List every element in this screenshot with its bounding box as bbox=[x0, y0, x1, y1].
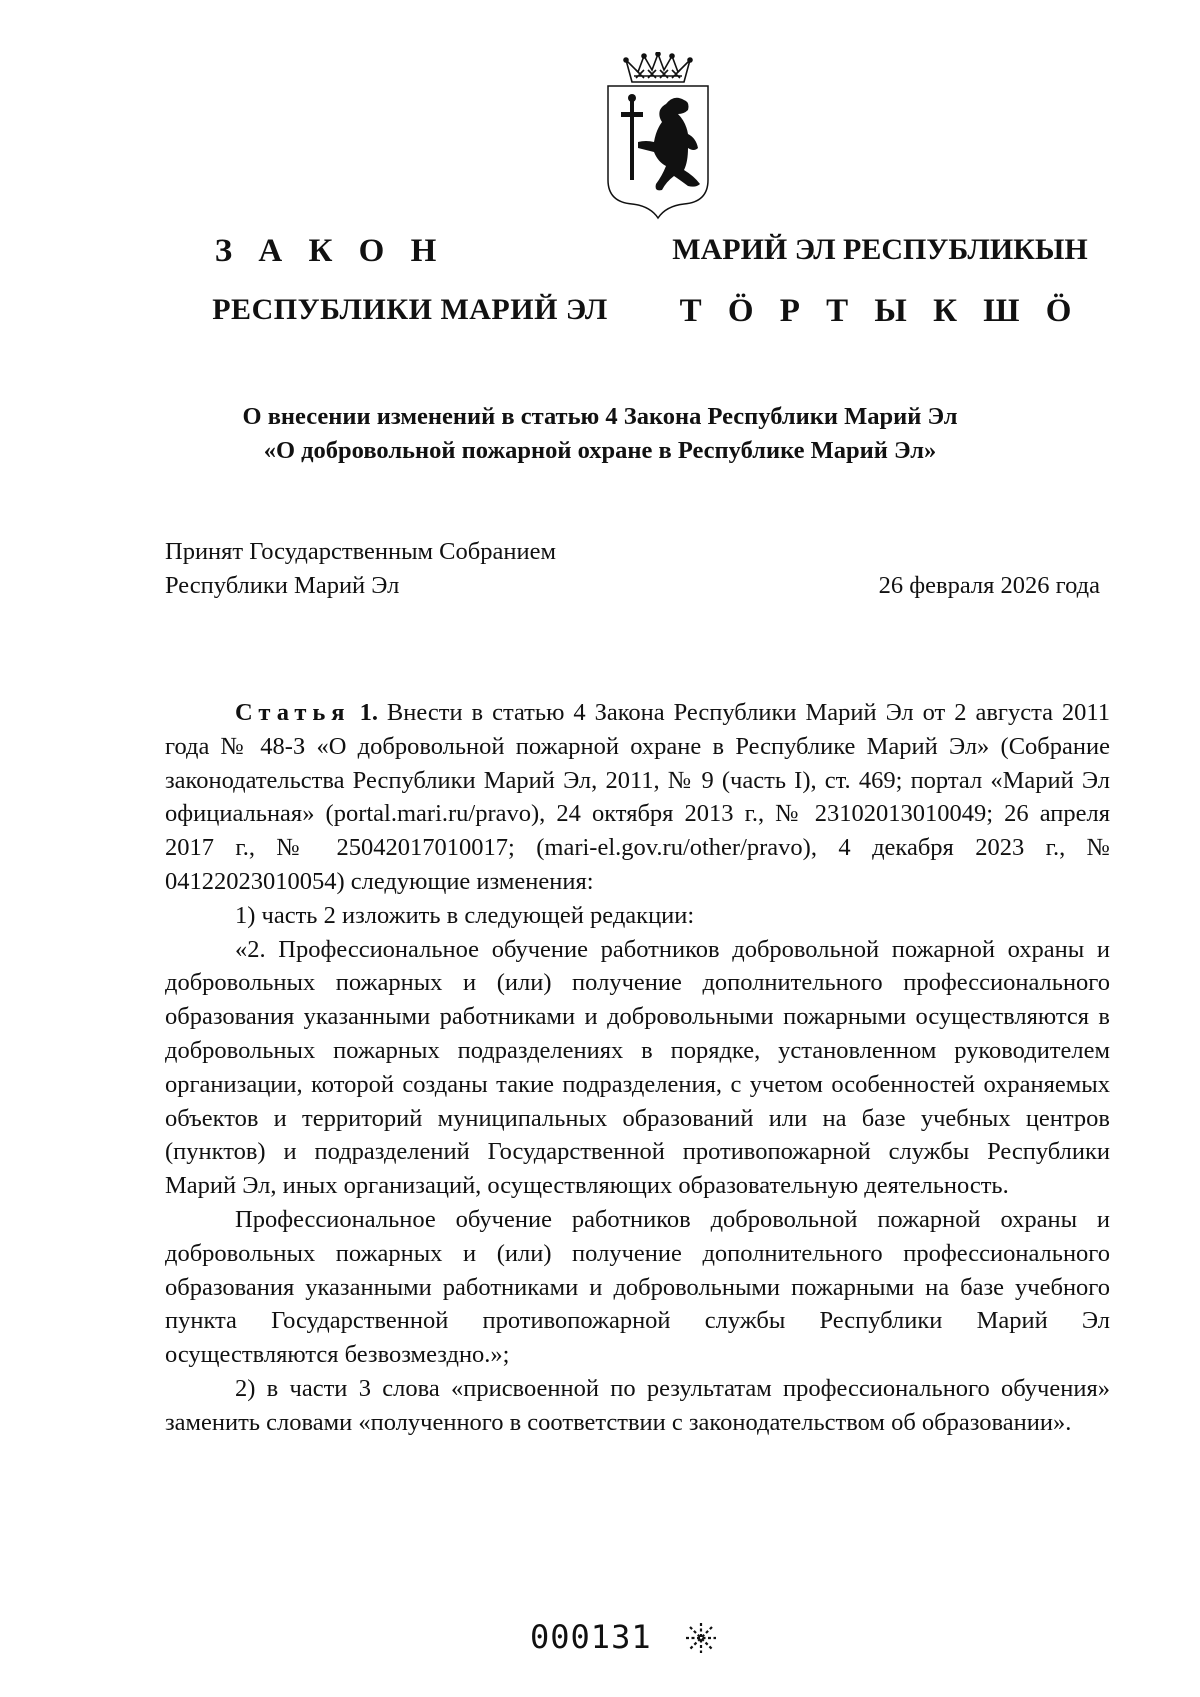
document-title bbox=[100, 400, 1100, 468]
adoption-date: 26 февраля 2026 года bbox=[878, 572, 1100, 599]
article-number: 1. bbox=[359, 699, 378, 726]
coat-of-arms-emblem bbox=[604, 52, 712, 220]
asterisk-mark-icon bbox=[683, 1620, 719, 1656]
article-item-1: 1) часть 2 изложить в следующей редакции: bbox=[235, 901, 695, 929]
title-line-2: «О добровольной пожарной охране в Республике Марий Эл» bbox=[263, 437, 937, 464]
sword-icon bbox=[621, 94, 643, 180]
crown-icon bbox=[624, 52, 692, 82]
title-line-1: О внесении изменений в статью 4 Закона Республики Марий Эл bbox=[242, 403, 958, 430]
quoted-paragraph-2: Профессиональное обучение работников добровольной пожарной охраны и добровольных пожарных и (или) получение дополнительного профессионального образования указанными работниками и добровольными пожарными на базе учебного пункта Государственной противопожарной службы Республики Марий Эл осуществляются безвозмездно.»; bbox=[165, 1205, 1110, 1369]
bear-icon bbox=[638, 98, 700, 191]
article-label: Статья bbox=[235, 699, 351, 726]
serial-number: 000131 bbox=[530, 1618, 652, 1656]
article-body bbox=[165, 696, 1110, 1440]
adoption-line-1: Принят Государственным Собранием bbox=[165, 538, 556, 565]
article-item-2: 2) в части 3 слова «присвоенной по результатам профессионального обучения» заменить словами «полученного в соответствии с законодательством об образовании». bbox=[165, 1374, 1110, 1436]
article-intro-text: Внести в статью 4 Закона Республики Марий Эл от 2 августа 2011 года № 48-З «О добровольной пожарной охране в Республике Марий Эл» (Собрание законодательства Республики Марий Эл, 2011, № 9 (часть I), ст. 469; портал «Марий Эл официальная» (portal.mari.ru/pravo), 24 октября 2013 г., № 23102013010049; 26 апреля 2017 г., № 25042017010017; (mari-el.gov.ru/other/pravo), 4 декабря 2023 г., № 04122023010054) следующие изменения: bbox=[165, 699, 1111, 895]
header-mari-law-title: Т Ӧ Р Т Ы К Ш Ӧ bbox=[679, 293, 1081, 329]
header-mari-republic: МАРИЙ ЭЛ РЕСПУБЛИКЫН bbox=[672, 233, 1088, 266]
article-1-intro bbox=[165, 696, 1110, 899]
quoted-paragraph-1: «2. Профессиональное обучение работников добровольной пожарной охраны и добровольных пожарных и (или) получение дополнительного профессионального образования указанными работниками и добровольными пожарными осуществляются в добровольных пожарных подразделениях в порядке, установленном руководителем организации, которой созданы такие подразделения, с учетом особенностей охраняемых объектов и территорий муниципальных образований или на базе учебных центров (пунктов) и подразделений Государственной противопожарной службы Республики Марий Эл, иных организаций, осуществляющих образовательную деятельность. bbox=[165, 935, 1110, 1200]
header-law-title: З А К О Н bbox=[214, 233, 446, 269]
header-republic-name: РЕСПУБЛИКИ МАРИЙ ЭЛ bbox=[212, 293, 608, 326]
adoption-line-2: Республики Марий Эл bbox=[165, 572, 400, 599]
adoption-statement bbox=[165, 535, 556, 603]
